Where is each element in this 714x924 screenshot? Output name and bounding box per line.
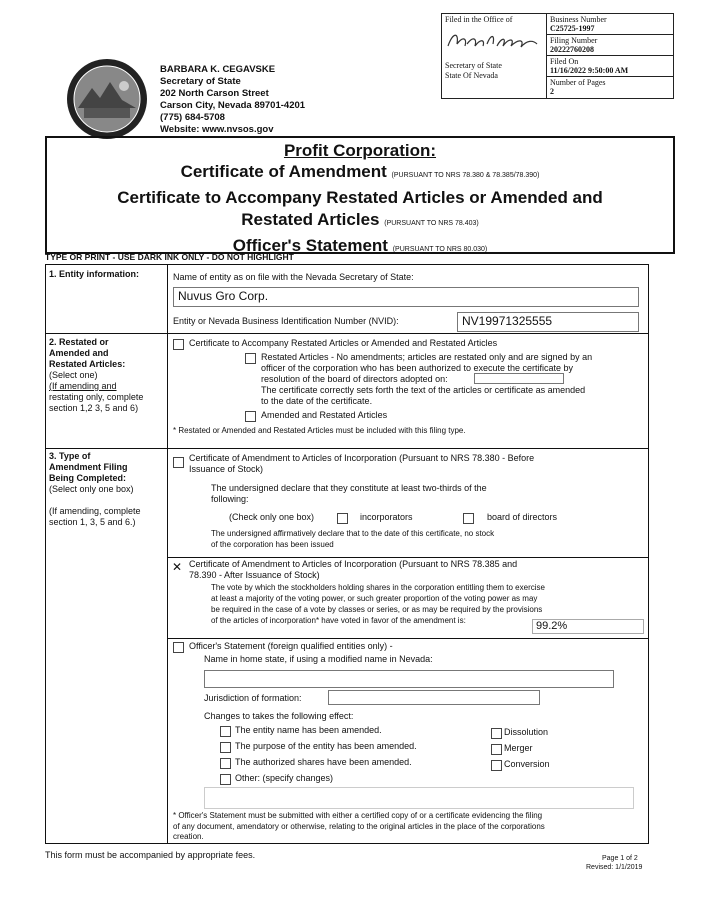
restated-accompany-label: Certificate to Accompany Restated Articles or Amended and Restated Articles — [189, 338, 498, 348]
row-divider-3b — [167, 638, 648, 639]
before-issuance-line1: Certificate of Amendment to Articles of Incorporation (Pursuant to NRS 78.380 - Before — [189, 453, 535, 463]
nvid-label: Entity or Nevada Business Identification Number (NVID): — [173, 316, 399, 326]
restated-only-line1: Restated Articles - No amendments; articles are restated only and are signed by an — [261, 352, 593, 362]
other-changes-field[interactable] — [204, 787, 634, 809]
title-line-3 — [47, 209, 673, 235]
filing-number-cell — [547, 35, 673, 56]
vote-percent-field[interactable]: 99.2% — [532, 619, 644, 634]
title-line-1 — [47, 161, 673, 187]
stamp-right — [547, 14, 673, 98]
no-stock-line1: The undersigned affirmatively declare that to the date of this certificate, no stock — [211, 529, 495, 538]
vote-line2: at least a majority of the voting power, or such greater proportion of the voting power as may — [211, 594, 538, 603]
entity-name-label: Name of entity as on file with the Nevada Secretary of State: — [173, 272, 414, 282]
address-line-1: 202 North Carson Street — [160, 88, 269, 99]
incorporators-checkbox[interactable] — [337, 513, 348, 524]
jurisdiction-field[interactable] — [328, 690, 540, 705]
other-changes-checkbox[interactable] — [220, 774, 231, 785]
website: Website: www.nvsos.gov — [160, 124, 274, 135]
title-box — [45, 136, 675, 254]
title-line-4-text: Officer's Statement — [232, 236, 388, 255]
officer-footnote-1: * Officer's Statement must be submitted with either a certified copy of or a certificate evidencing the filing — [173, 811, 543, 820]
section3-label: 3. Type of Amendment Filing Being Completed: (Select only one box) (If amending, complete section 1, 3, 5 and 6.) — [49, 451, 141, 527]
changes-label: Changes to takes the following effect: — [204, 711, 354, 721]
section2-label: 2. Restated or Amended and Restated Articles: (Select one) (If amending and restating only, complete section 1,2 3, 5 and 6) — [49, 337, 144, 413]
stamp-left — [442, 14, 547, 98]
filed-on-cell — [547, 56, 673, 77]
after-issuance-line1: Certificate of Amendment to Articles of Incorporation (Pursuant to NRS 78.385 and — [189, 559, 518, 569]
title-line-2: Certificate to Accompany Restated Articles or Amended and — [117, 188, 603, 207]
business-number-label: Business Number — [550, 15, 607, 24]
pages-label: Number of Pages — [550, 78, 606, 87]
other-changes-label: Other: (specify changes) — [235, 773, 334, 783]
shares-amended-label: The authorized shares have been amended. — [235, 757, 412, 767]
shares-amended-checkbox[interactable] — [220, 758, 231, 769]
after-issuance-line2: 78.390 - After Issuance of Stock) — [189, 570, 320, 580]
restated-only-line2: officer of the corporation who has been authorized to execute the certificate by — [261, 363, 574, 373]
officer-footnote-2: of any document, amendatory or otherwise, relating to the original articles in the place of the corporations — [173, 822, 545, 831]
merger-checkbox[interactable] — [491, 744, 502, 755]
amended-restated-checkbox[interactable] — [245, 411, 256, 422]
filed-in-label: Filed in the Office of — [445, 15, 513, 24]
before-issuance-line2: Issuance of Stock) — [189, 464, 264, 474]
dissolution-checkbox[interactable] — [491, 728, 502, 739]
row-divider-3a — [167, 557, 648, 558]
state-label: State Of Nevada — [445, 71, 498, 80]
conversion-label: Conversion — [504, 759, 550, 769]
conversion-checkbox[interactable] — [491, 760, 502, 771]
form-grid — [45, 264, 649, 844]
title-line-3-note: (PURSUANT TO NRS 78.403) — [384, 220, 479, 227]
column-divider — [167, 265, 168, 843]
directors-checkbox[interactable] — [463, 513, 474, 524]
jurisdiction-label: Jurisdiction of formation: — [204, 693, 302, 703]
no-stock-line2: of the corporation has been issued — [211, 540, 334, 549]
row-divider-1 — [46, 333, 648, 334]
officer-footnote-3: creation. — [173, 832, 204, 841]
check-one-label: (Check only one box) — [229, 512, 315, 522]
after-issuance-checkbox[interactable] — [172, 560, 183, 574]
nevada-seal-icon — [66, 58, 148, 140]
secretary-header — [160, 64, 305, 136]
phone: (775) 684-5708 — [160, 112, 225, 123]
title-line-1-text: Certificate of Amendment — [180, 162, 387, 181]
signature-image — [445, 28, 541, 54]
incorporators-label: incorporators — [360, 512, 413, 522]
name-amended-label: The entity name has been amended. — [235, 725, 382, 735]
filing-number-label: Filing Number — [550, 36, 598, 45]
row-divider-2 — [46, 448, 648, 449]
resolution-date-field[interactable] — [474, 373, 564, 384]
fees-note: This form must be accompanied by appropriate fees. — [45, 850, 256, 860]
purpose-amended-label: The purpose of the entity has been amended. — [235, 741, 417, 751]
page-number: Page 1 of 2 — [602, 855, 638, 862]
two-thirds-line2: following: — [211, 494, 249, 504]
dissolution-label: Dissolution — [504, 727, 549, 737]
secretary-name: BARBARA K. CEGAVSKE — [160, 64, 276, 75]
before-issuance-checkbox[interactable] — [173, 457, 184, 468]
section1-label: 1. Entity information: — [49, 269, 139, 279]
address-line-2: Carson City, Nevada 89701-4201 — [160, 100, 306, 111]
purpose-amended-checkbox[interactable] — [220, 742, 231, 753]
title-line-0: Profit Corporation: — [283, 141, 437, 160]
pages-count: 2 — [550, 87, 554, 96]
home-state-name-field[interactable] — [204, 670, 614, 688]
filing-number: 20222760208 — [550, 45, 594, 54]
two-thirds-line1: The undersigned declare that they constitute at least two-thirds of the — [211, 483, 487, 493]
title-line-1-note: (PURSUANT TO NRS 78.380 & 78.385/78.390) — [391, 172, 540, 179]
restated-only-line4: The certificate correctly sets forth the text of the articles or certificate as amended — [261, 385, 586, 395]
restated-only-line5: to the date of the certificate. — [261, 396, 373, 406]
merger-label: Merger — [504, 743, 533, 753]
home-state-name-label: Name in home state, if using a modified name in Nevada: — [204, 654, 433, 664]
business-number-cell — [547, 14, 673, 35]
revised-date: Revised: 1/1/2019 — [586, 864, 643, 871]
officer-statement-checkbox[interactable] — [173, 642, 184, 653]
restated-accompany-checkbox[interactable] — [173, 339, 184, 350]
pages-cell — [547, 77, 673, 97]
vote-line1: The vote by which the stockholders holding shares in the corporation entitling them to exercise — [211, 583, 545, 592]
secretary-title: Secretary of State — [160, 76, 241, 87]
checked-x-icon: ✕ — [172, 560, 183, 574]
nvid-field[interactable]: NV19971325555 — [457, 312, 639, 332]
secretary-label: Secretary of State — [445, 61, 502, 70]
instructions: TYPE OR PRINT - USE DARK INK ONLY - DO NOT HIGHLIGHT — [45, 252, 294, 262]
filing-stamp — [441, 13, 674, 99]
vote-line3: be required in the case of a vote by classes or series, or as may be required by the provisions — [211, 605, 543, 614]
filed-on: 11/16/2022 9:50:00 AM — [550, 66, 629, 75]
vote-line4: of the articles of incorporation* have voted in favor of the amendment is: — [211, 616, 466, 625]
business-number: C25725-1997 — [550, 24, 595, 33]
officer-statement-label: Officer's Statement (foreign qualified entities only) - — [189, 641, 393, 651]
restated-only-checkbox[interactable] — [245, 353, 256, 364]
filed-on-label: Filed On — [550, 57, 579, 66]
restated-only-line3: resolution of the board of directors adopted on: — [261, 374, 448, 384]
title-line-3-text: Restated Articles — [241, 210, 380, 229]
name-amended-checkbox[interactable] — [220, 726, 231, 737]
directors-label: board of directors — [487, 512, 558, 522]
title-line-4-note: (PURSUANT TO NRS 80.030) — [392, 246, 488, 253]
section2-footnote: * Restated or Amended and Restated Articles must be included with this filing type. — [173, 426, 466, 435]
amended-restated-label: Amended and Restated Articles — [261, 410, 388, 420]
entity-name-field[interactable]: Nuvus Gro Corp. — [173, 287, 639, 307]
